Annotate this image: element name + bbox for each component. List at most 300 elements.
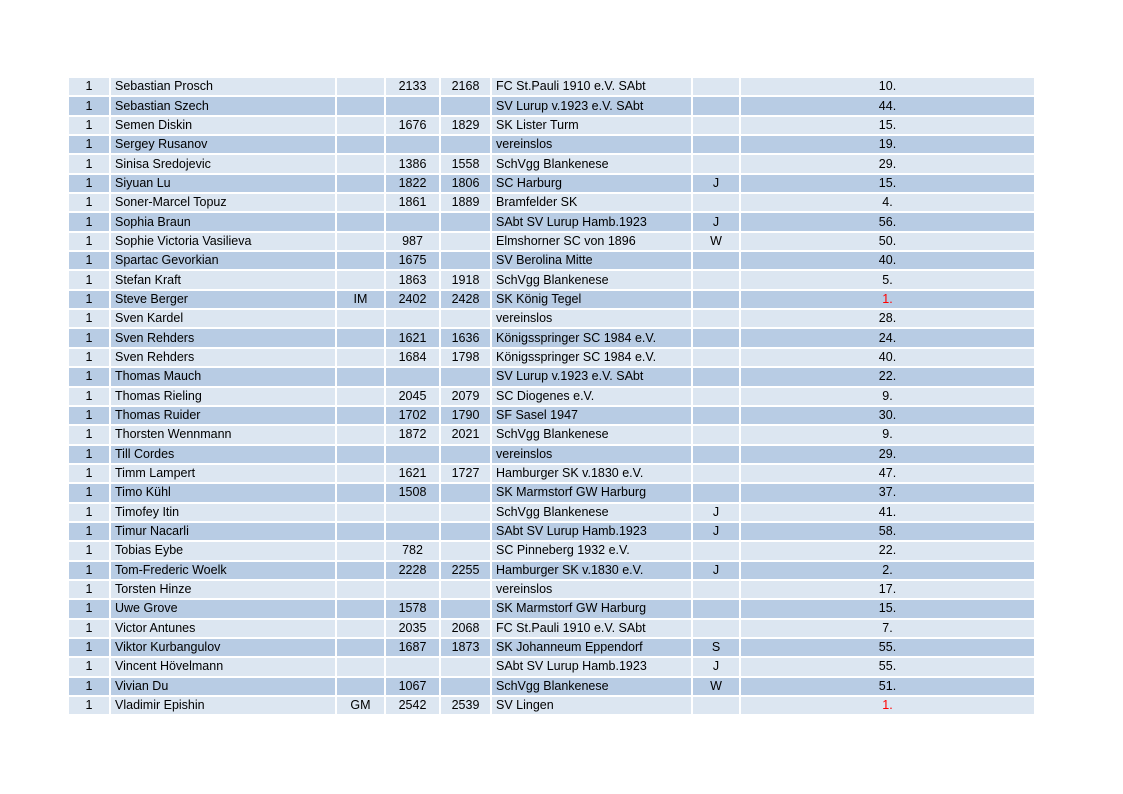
rating-cell: 1675 bbox=[385, 251, 440, 270]
rating-cell: 1067 bbox=[385, 677, 440, 696]
club-cell: vereinslos bbox=[491, 135, 692, 154]
table-row bbox=[68, 657, 1035, 676]
rank-cell: 37. bbox=[740, 483, 1035, 502]
category-cell bbox=[692, 328, 740, 347]
rank-cell: 22. bbox=[740, 367, 1035, 386]
player-name-cell: Sebastian Prosch bbox=[110, 77, 336, 96]
rating-cell: 1702 bbox=[385, 406, 440, 425]
rank-cell: 15. bbox=[740, 174, 1035, 193]
rating-cell: 2402 bbox=[385, 290, 440, 309]
club-cell: SF Sasel 1947 bbox=[491, 406, 692, 425]
club-cell: SK Johanneum Eppendorf bbox=[491, 638, 692, 657]
title-cell bbox=[336, 406, 385, 425]
rating-alt-cell: 1558 bbox=[440, 154, 491, 173]
player-name-cell: Timofey Itin bbox=[110, 503, 336, 522]
player-name-cell: Steve Berger bbox=[110, 290, 336, 309]
category-cell: J bbox=[692, 657, 740, 676]
category-cell: J bbox=[692, 561, 740, 580]
rating-cell: 2045 bbox=[385, 387, 440, 406]
round-cell: 1 bbox=[68, 541, 110, 560]
player-name-cell: Siyuan Lu bbox=[110, 174, 336, 193]
round-cell: 1 bbox=[68, 561, 110, 580]
round-cell: 1 bbox=[68, 425, 110, 444]
title-cell bbox=[336, 445, 385, 464]
table-row bbox=[68, 522, 1035, 541]
rating-cell bbox=[385, 367, 440, 386]
table-row bbox=[68, 251, 1035, 270]
rating-cell: 1861 bbox=[385, 193, 440, 212]
table-row bbox=[68, 599, 1035, 618]
round-cell: 1 bbox=[68, 154, 110, 173]
title-cell bbox=[336, 348, 385, 367]
table-row bbox=[68, 483, 1035, 502]
club-cell: Bramfelder SK bbox=[491, 193, 692, 212]
title-cell bbox=[336, 251, 385, 270]
player-name-cell: Sinisa Sredojevic bbox=[110, 154, 336, 173]
club-cell: Königsspringer SC 1984 e.V. bbox=[491, 328, 692, 347]
club-cell: Elmshorner SC von 1896 bbox=[491, 232, 692, 251]
club-cell: SC Harburg bbox=[491, 174, 692, 193]
rank-cell: 10. bbox=[740, 77, 1035, 96]
title-cell bbox=[336, 212, 385, 231]
category-cell bbox=[692, 464, 740, 483]
round-cell: 1 bbox=[68, 406, 110, 425]
player-name-cell: Vincent Hövelmann bbox=[110, 657, 336, 676]
category-cell bbox=[692, 290, 740, 309]
rating-alt-cell: 1829 bbox=[440, 116, 491, 135]
round-cell: 1 bbox=[68, 638, 110, 657]
title-cell bbox=[336, 367, 385, 386]
table-row bbox=[68, 348, 1035, 367]
round-cell: 1 bbox=[68, 270, 110, 289]
club-cell: SchVgg Blankenese bbox=[491, 154, 692, 173]
rating-alt-cell: 1806 bbox=[440, 174, 491, 193]
category-cell: J bbox=[692, 503, 740, 522]
round-cell: 1 bbox=[68, 348, 110, 367]
round-cell: 1 bbox=[68, 251, 110, 270]
club-cell: FC St.Pauli 1910 e.V. SAbt bbox=[491, 77, 692, 96]
title-cell bbox=[336, 174, 385, 193]
category-cell bbox=[692, 367, 740, 386]
rank-cell: 44. bbox=[740, 96, 1035, 115]
round-cell: 1 bbox=[68, 483, 110, 502]
player-name-cell: Sven Rehders bbox=[110, 348, 336, 367]
title-cell bbox=[336, 270, 385, 289]
category-cell bbox=[692, 251, 740, 270]
player-name-cell: Thomas Ruider bbox=[110, 406, 336, 425]
rating-cell: 1687 bbox=[385, 638, 440, 657]
player-name-cell: Sven Kardel bbox=[110, 309, 336, 328]
rating-cell: 1822 bbox=[385, 174, 440, 193]
rating-alt-cell bbox=[440, 677, 491, 696]
round-cell: 1 bbox=[68, 96, 110, 115]
round-cell: 1 bbox=[68, 677, 110, 696]
club-cell: SC Pinneberg 1932 e.V. bbox=[491, 541, 692, 560]
category-cell: W bbox=[692, 677, 740, 696]
club-cell: FC St.Pauli 1910 e.V. SAbt bbox=[491, 619, 692, 638]
rank-cell: 9. bbox=[740, 387, 1035, 406]
title-cell: IM bbox=[336, 290, 385, 309]
club-cell: vereinslos bbox=[491, 580, 692, 599]
title-cell bbox=[336, 77, 385, 96]
rank-cell: 22. bbox=[740, 541, 1035, 560]
rating-alt-cell: 1636 bbox=[440, 328, 491, 347]
category-cell bbox=[692, 270, 740, 289]
rating-alt-cell bbox=[440, 522, 491, 541]
club-cell: SchVgg Blankenese bbox=[491, 677, 692, 696]
table-row bbox=[68, 677, 1035, 696]
rank-cell: 5. bbox=[740, 270, 1035, 289]
rating-alt-cell bbox=[440, 212, 491, 231]
round-cell: 1 bbox=[68, 309, 110, 328]
title-cell: GM bbox=[336, 696, 385, 715]
club-cell: SchVgg Blankenese bbox=[491, 503, 692, 522]
rank-cell: 15. bbox=[740, 116, 1035, 135]
player-name-cell: Spartac Gevorkian bbox=[110, 251, 336, 270]
rank-cell: 47. bbox=[740, 464, 1035, 483]
category-cell: J bbox=[692, 174, 740, 193]
player-name-cell: Stefan Kraft bbox=[110, 270, 336, 289]
title-cell bbox=[336, 483, 385, 502]
rank-cell: 55. bbox=[740, 638, 1035, 657]
club-cell: SC Diogenes e.V. bbox=[491, 387, 692, 406]
rank-cell: 17. bbox=[740, 580, 1035, 599]
title-cell bbox=[336, 193, 385, 212]
category-cell bbox=[692, 425, 740, 444]
category-cell bbox=[692, 193, 740, 212]
round-cell: 1 bbox=[68, 619, 110, 638]
results-table bbox=[67, 76, 1036, 716]
rank-cell: 19. bbox=[740, 135, 1035, 154]
rating-cell: 782 bbox=[385, 541, 440, 560]
rank-cell: 7. bbox=[740, 619, 1035, 638]
player-name-cell: Timm Lampert bbox=[110, 464, 336, 483]
rating-cell bbox=[385, 135, 440, 154]
rating-cell: 1386 bbox=[385, 154, 440, 173]
results-sheet bbox=[67, 76, 1036, 716]
player-name-cell: Thomas Rieling bbox=[110, 387, 336, 406]
rank-cell: 24. bbox=[740, 328, 1035, 347]
rating-cell bbox=[385, 503, 440, 522]
club-cell: vereinslos bbox=[491, 445, 692, 464]
player-name-cell: Tobias Eybe bbox=[110, 541, 336, 560]
category-cell bbox=[692, 541, 740, 560]
rating-cell: 987 bbox=[385, 232, 440, 251]
round-cell: 1 bbox=[68, 328, 110, 347]
rating-alt-cell bbox=[440, 657, 491, 676]
category-cell bbox=[692, 96, 740, 115]
table-row bbox=[68, 154, 1035, 173]
rating-cell: 1872 bbox=[385, 425, 440, 444]
rating-alt-cell bbox=[440, 367, 491, 386]
player-name-cell: Tom-Frederic Woelk bbox=[110, 561, 336, 580]
category-cell bbox=[692, 406, 740, 425]
club-cell: SK Lister Turm bbox=[491, 116, 692, 135]
rating-cell bbox=[385, 522, 440, 541]
table-row bbox=[68, 116, 1035, 135]
category-cell bbox=[692, 135, 740, 154]
round-cell: 1 bbox=[68, 522, 110, 541]
table-row bbox=[68, 638, 1035, 657]
player-name-cell: Sebastian Szech bbox=[110, 96, 336, 115]
rating-alt-cell bbox=[440, 96, 491, 115]
club-cell: SAbt SV Lurup Hamb.1923 bbox=[491, 212, 692, 231]
title-cell bbox=[336, 116, 385, 135]
rank-cell: 2. bbox=[740, 561, 1035, 580]
rating-cell: 1621 bbox=[385, 464, 440, 483]
title-cell bbox=[336, 135, 385, 154]
title-cell bbox=[336, 619, 385, 638]
round-cell: 1 bbox=[68, 116, 110, 135]
table-row bbox=[68, 174, 1035, 193]
title-cell bbox=[336, 309, 385, 328]
title-cell bbox=[336, 677, 385, 696]
rating-alt-cell: 2068 bbox=[440, 619, 491, 638]
club-cell: SV Lurup v.1923 e.V. SAbt bbox=[491, 96, 692, 115]
rating-alt-cell: 2021 bbox=[440, 425, 491, 444]
club-cell: Königsspringer SC 1984 e.V. bbox=[491, 348, 692, 367]
round-cell: 1 bbox=[68, 657, 110, 676]
category-cell: J bbox=[692, 522, 740, 541]
club-cell: vereinslos bbox=[491, 309, 692, 328]
table-row bbox=[68, 309, 1035, 328]
rating-alt-cell bbox=[440, 251, 491, 270]
rating-alt-cell bbox=[440, 135, 491, 154]
rating-alt-cell: 1790 bbox=[440, 406, 491, 425]
round-cell: 1 bbox=[68, 503, 110, 522]
round-cell: 1 bbox=[68, 135, 110, 154]
title-cell bbox=[336, 580, 385, 599]
club-cell: SV Berolina Mitte bbox=[491, 251, 692, 270]
rating-cell: 2228 bbox=[385, 561, 440, 580]
table-row bbox=[68, 445, 1035, 464]
rating-alt-cell bbox=[440, 445, 491, 464]
category-cell bbox=[692, 619, 740, 638]
category-cell bbox=[692, 580, 740, 599]
rating-alt-cell: 1918 bbox=[440, 270, 491, 289]
rating-cell bbox=[385, 309, 440, 328]
player-name-cell: Sergey Rusanov bbox=[110, 135, 336, 154]
category-cell bbox=[692, 77, 740, 96]
round-cell: 1 bbox=[68, 367, 110, 386]
player-name-cell: Sophia Braun bbox=[110, 212, 336, 231]
rating-cell: 1621 bbox=[385, 328, 440, 347]
category-cell bbox=[692, 599, 740, 618]
club-cell: SK Marmstorf GW Harburg bbox=[491, 599, 692, 618]
category-cell bbox=[692, 154, 740, 173]
category-cell bbox=[692, 445, 740, 464]
table-row bbox=[68, 561, 1035, 580]
round-cell: 1 bbox=[68, 387, 110, 406]
round-cell: 1 bbox=[68, 464, 110, 483]
rank-cell: 9. bbox=[740, 425, 1035, 444]
rating-alt-cell: 2079 bbox=[440, 387, 491, 406]
rating-cell: 1863 bbox=[385, 270, 440, 289]
rank-cell: 28. bbox=[740, 309, 1035, 328]
player-name-cell: Vladimir Epishin bbox=[110, 696, 336, 715]
title-cell bbox=[336, 328, 385, 347]
rating-alt-cell: 2428 bbox=[440, 290, 491, 309]
results-table-body bbox=[68, 77, 1035, 715]
title-cell bbox=[336, 154, 385, 173]
category-cell bbox=[692, 387, 740, 406]
player-name-cell: Sven Rehders bbox=[110, 328, 336, 347]
title-cell bbox=[336, 464, 385, 483]
rating-alt-cell: 2255 bbox=[440, 561, 491, 580]
rank-cell: 40. bbox=[740, 251, 1035, 270]
club-cell: SK Marmstorf GW Harburg bbox=[491, 483, 692, 502]
player-name-cell: Timur Nacarli bbox=[110, 522, 336, 541]
title-cell bbox=[336, 96, 385, 115]
round-cell: 1 bbox=[68, 232, 110, 251]
table-row bbox=[68, 387, 1035, 406]
title-cell bbox=[336, 503, 385, 522]
category-cell bbox=[692, 696, 740, 715]
rating-alt-cell: 2539 bbox=[440, 696, 491, 715]
round-cell: 1 bbox=[68, 696, 110, 715]
rating-alt-cell: 1873 bbox=[440, 638, 491, 657]
club-cell: Hamburger SK v.1830 e.V. bbox=[491, 561, 692, 580]
rating-alt-cell: 1798 bbox=[440, 348, 491, 367]
table-row bbox=[68, 270, 1035, 289]
rating-alt-cell bbox=[440, 309, 491, 328]
round-cell: 1 bbox=[68, 445, 110, 464]
rating-cell bbox=[385, 445, 440, 464]
category-cell: S bbox=[692, 638, 740, 657]
player-name-cell: Uwe Grove bbox=[110, 599, 336, 618]
title-cell bbox=[336, 387, 385, 406]
club-cell: SAbt SV Lurup Hamb.1923 bbox=[491, 657, 692, 676]
category-cell: W bbox=[692, 232, 740, 251]
table-row bbox=[68, 406, 1035, 425]
table-row bbox=[68, 77, 1035, 96]
table-row bbox=[68, 503, 1035, 522]
table-row bbox=[68, 96, 1035, 115]
rating-alt-cell bbox=[440, 483, 491, 502]
round-cell: 1 bbox=[68, 580, 110, 599]
rating-cell: 1684 bbox=[385, 348, 440, 367]
round-cell: 1 bbox=[68, 599, 110, 618]
title-cell bbox=[336, 561, 385, 580]
rating-cell bbox=[385, 96, 440, 115]
table-row bbox=[68, 193, 1035, 212]
rating-cell: 2133 bbox=[385, 77, 440, 96]
rating-alt-cell: 2168 bbox=[440, 77, 491, 96]
round-cell: 1 bbox=[68, 174, 110, 193]
club-cell: SchVgg Blankenese bbox=[491, 425, 692, 444]
title-cell bbox=[336, 232, 385, 251]
player-name-cell: Soner-Marcel Topuz bbox=[110, 193, 336, 212]
rating-cell: 1676 bbox=[385, 116, 440, 135]
club-cell: Hamburger SK v.1830 e.V. bbox=[491, 464, 692, 483]
club-cell: SAbt SV Lurup Hamb.1923 bbox=[491, 522, 692, 541]
club-cell: SV Lurup v.1923 e.V. SAbt bbox=[491, 367, 692, 386]
player-name-cell: Viktor Kurbangulov bbox=[110, 638, 336, 657]
rank-cell: 4. bbox=[740, 193, 1035, 212]
player-name-cell: Timo Kühl bbox=[110, 483, 336, 502]
rating-alt-cell: 1889 bbox=[440, 193, 491, 212]
rank-cell: 15. bbox=[740, 599, 1035, 618]
rating-alt-cell bbox=[440, 232, 491, 251]
player-name-cell: Torsten Hinze bbox=[110, 580, 336, 599]
table-row bbox=[68, 425, 1035, 444]
rating-alt-cell bbox=[440, 599, 491, 618]
rating-cell bbox=[385, 657, 440, 676]
rank-cell: 58. bbox=[740, 522, 1035, 541]
category-cell bbox=[692, 483, 740, 502]
round-cell: 1 bbox=[68, 193, 110, 212]
table-row bbox=[68, 290, 1035, 309]
rating-cell bbox=[385, 580, 440, 599]
category-cell: J bbox=[692, 212, 740, 231]
table-row bbox=[68, 696, 1035, 715]
rating-alt-cell bbox=[440, 503, 491, 522]
rank-cell: 55. bbox=[740, 657, 1035, 676]
table-row bbox=[68, 367, 1035, 386]
table-row bbox=[68, 619, 1035, 638]
player-name-cell: Sophie Victoria Vasilieva bbox=[110, 232, 336, 251]
table-row bbox=[68, 464, 1035, 483]
rank-cell: 40. bbox=[740, 348, 1035, 367]
rank-cell: 51. bbox=[740, 677, 1035, 696]
player-name-cell: Semen Diskin bbox=[110, 116, 336, 135]
title-cell bbox=[336, 425, 385, 444]
rating-alt-cell bbox=[440, 541, 491, 560]
club-cell: SV Lingen bbox=[491, 696, 692, 715]
club-cell: SK König Tegel bbox=[491, 290, 692, 309]
rank-cell: 1. bbox=[740, 290, 1035, 309]
player-name-cell: Till Cordes bbox=[110, 445, 336, 464]
category-cell bbox=[692, 309, 740, 328]
rank-cell: 30. bbox=[740, 406, 1035, 425]
player-name-cell: Victor Antunes bbox=[110, 619, 336, 638]
title-cell bbox=[336, 599, 385, 618]
table-row bbox=[68, 328, 1035, 347]
title-cell bbox=[336, 541, 385, 560]
rating-cell: 2035 bbox=[385, 619, 440, 638]
player-name-cell: Vivian Du bbox=[110, 677, 336, 696]
rank-cell: 41. bbox=[740, 503, 1035, 522]
rating-alt-cell: 1727 bbox=[440, 464, 491, 483]
player-name-cell: Thorsten Wennmann bbox=[110, 425, 336, 444]
title-cell bbox=[336, 638, 385, 657]
round-cell: 1 bbox=[68, 212, 110, 231]
category-cell bbox=[692, 116, 740, 135]
table-row bbox=[68, 580, 1035, 599]
category-cell bbox=[692, 348, 740, 367]
rating-cell bbox=[385, 212, 440, 231]
rank-cell: 29. bbox=[740, 445, 1035, 464]
club-cell: SchVgg Blankenese bbox=[491, 270, 692, 289]
rank-cell: 29. bbox=[740, 154, 1035, 173]
rating-cell: 2542 bbox=[385, 696, 440, 715]
table-row bbox=[68, 541, 1035, 560]
player-name-cell: Thomas Mauch bbox=[110, 367, 336, 386]
round-cell: 1 bbox=[68, 77, 110, 96]
rank-cell: 56. bbox=[740, 212, 1035, 231]
table-row bbox=[68, 212, 1035, 231]
table-row bbox=[68, 232, 1035, 251]
table-row bbox=[68, 135, 1035, 154]
title-cell bbox=[336, 522, 385, 541]
title-cell bbox=[336, 657, 385, 676]
round-cell: 1 bbox=[68, 290, 110, 309]
rank-cell: 1. bbox=[740, 696, 1035, 715]
rating-cell: 1578 bbox=[385, 599, 440, 618]
rating-alt-cell bbox=[440, 580, 491, 599]
rank-cell: 50. bbox=[740, 232, 1035, 251]
rating-cell: 1508 bbox=[385, 483, 440, 502]
